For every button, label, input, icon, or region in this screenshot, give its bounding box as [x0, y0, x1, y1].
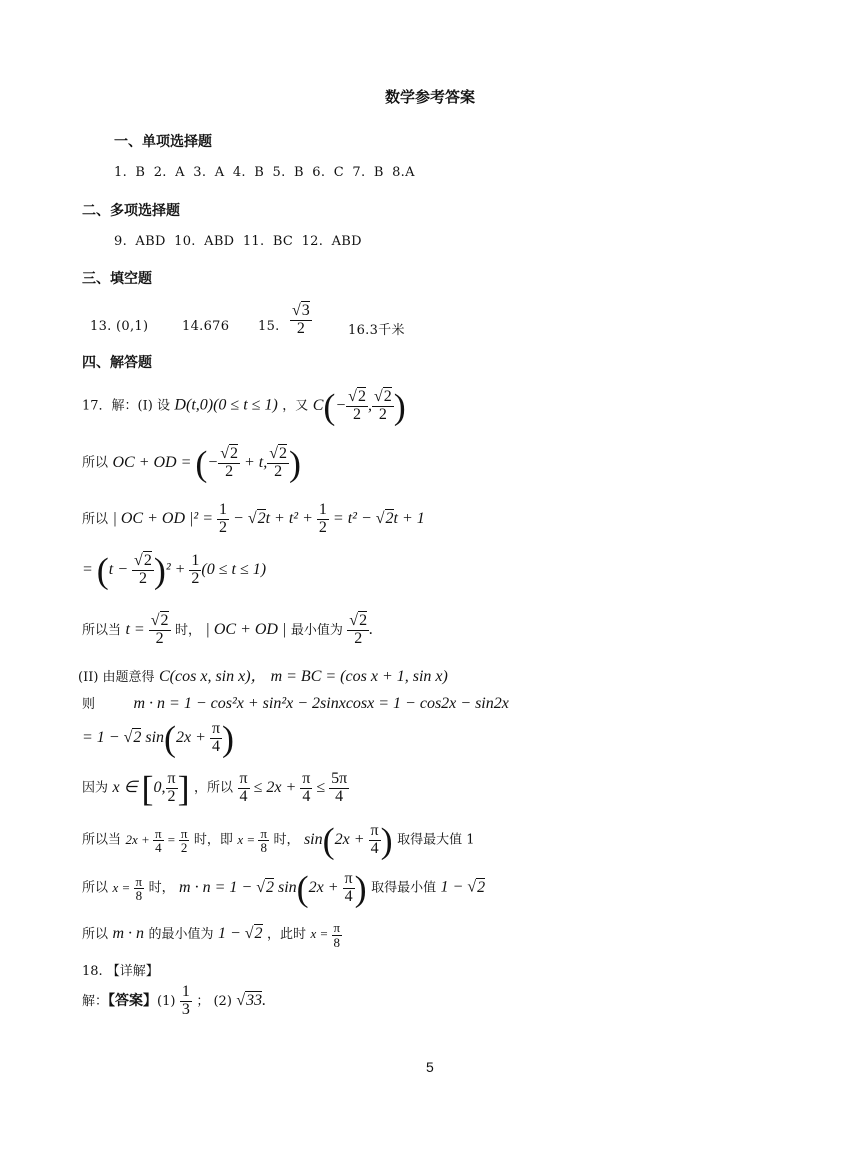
page-title: 数学参考答案: [385, 88, 476, 106]
page-number: 5: [426, 1059, 434, 1075]
q17-line-3: 所以 | OC + OD |² = $\frac{1}{2}$ − √2t + t² + $\frac{1}{2}$ = t² − √2t + 1: [82, 501, 425, 536]
q17-line-7: 则 m · n = 1 − cos²x + sin²x − 2sinxcosx = 1 − cos2x − sin2x: [82, 695, 509, 712]
q17-line-5: 所以当 t = $\frac{√2}{2}$ 时， | OC + OD | 最小值为 $\frac{√2}{2}$ .: [82, 612, 374, 647]
answer-16: 16.3千米: [348, 323, 405, 338]
section-4-heading: 四、解答题: [82, 355, 152, 371]
q17-line-2: 所以 OC + OD = (− $\frac{√2}{2}$ + t, $\frac{√2}{2}$ ): [82, 443, 302, 483]
q17-line-4: = (t − $\frac{√2}{2}$ )² + $\frac{1}{2}$ (0 ≤ t ≤ 1): [82, 550, 267, 590]
section-1-answers: 1. B 2. A 3. A 4. B 5. B 6. C 7. B 8.A: [114, 165, 415, 180]
answer-15-label: 15.: [258, 319, 280, 334]
q17-line-10: 所以当 2x + $\frac{\pi}{4}$ = $\frac{\pi}{2}$ 时，即 x = $\frac{\pi}{8}$ 时， sin(2x + $\frac{\pi}{4}$ ) 取得最大值 1: [82, 820, 475, 860]
answer-13: 13. (0,1): [90, 319, 149, 334]
q17-line-1: 17．解：(I) 设 D(t,0)(0 ≤ t ≤ 1) ，又 C(− $\frac{√2}{2}$ , $\frac{√2}{2}$ ): [82, 386, 406, 426]
q17-line-8: = 1 − √2 sin(2x + $\frac{\pi}{4}$ ): [82, 718, 235, 758]
q17-line-6: (II) 由题意得 C(cos x, sin x)， m = BC = (cos x + 1, sin x): [78, 668, 448, 685]
section-2-answers: 9. ABD 10. ABD 11. BC 12. ABD: [114, 234, 362, 249]
q17-line-12: 所以 m · n 的最小值为 1 − √2 ，此时 x = $\frac{\pi}{8}$: [82, 920, 341, 950]
section-3-heading: 三、填空题: [82, 271, 152, 287]
answer-15-value: $\frac{√3}{2}$: [292, 302, 310, 337]
q17-line-11: 所以 x = $\frac{\pi}{8}$ 时， m · n = 1 − √2 sin(2x + $\frac{\pi}{4}$ ) 取得最小值 1 − √2: [82, 868, 486, 908]
answer-14: 14.676: [182, 319, 230, 334]
q18-answer: 解：【答案】(1) $\frac{1}{3}$ ； (2) √33.: [82, 983, 267, 1018]
q18-heading: 18. 【详解】: [82, 964, 159, 979]
section-1-heading: 一、单项选择题: [114, 134, 212, 150]
q17-line-9: 因为 x ∈ [0, $\frac{\pi}{2}$ ] ，所以 $\frac{\pi}{4}$ ≤ 2x + $\frac{\pi}{4}$ ≤ $\frac{5\pi}{4}$: [82, 768, 348, 808]
section-2-heading: 二、多项选择题: [82, 203, 180, 219]
